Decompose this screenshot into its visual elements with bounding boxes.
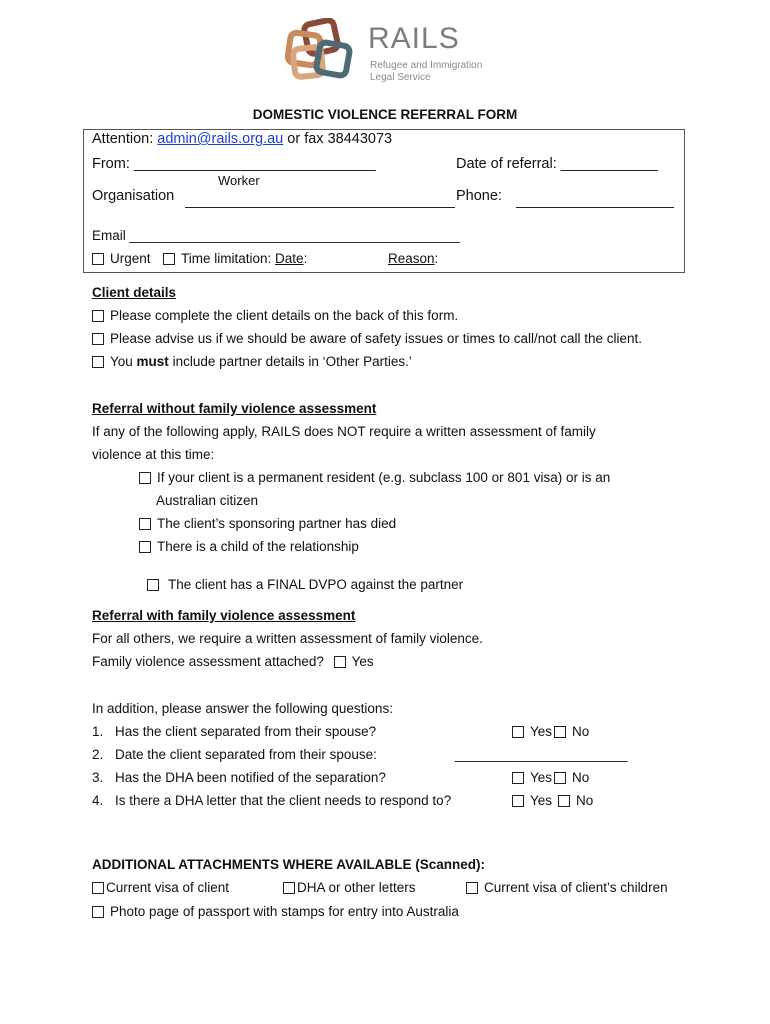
- organisation-label: Organisation: [92, 188, 175, 204]
- without-assessment-intro-2: violence at this time:: [92, 447, 215, 462]
- time-limitation-row: [163, 251, 307, 266]
- question-4-no-checkbox[interactable]: [558, 795, 570, 807]
- children-visa-text: Current visa of client’s children: [484, 880, 668, 895]
- attachments-heading: ADDITIONAL ATTACHMENTS WHERE AVAILABLE (Scanned):: [92, 857, 485, 872]
- question-3-number: 3.: [92, 770, 104, 785]
- permanent-resident-checkbox[interactable]: [139, 472, 151, 484]
- without-assessment-item-3: [139, 539, 359, 554]
- permanent-resident-text-cont: Australian citizen: [156, 493, 259, 508]
- question-4-no-label: No: [576, 793, 594, 808]
- logo-subtitle-1: Refugee and Immigration: [370, 60, 483, 71]
- must-post: include partner details in ‘Other Parties.’: [168, 354, 412, 369]
- email-field[interactable]: Email ____________________________________________: [92, 228, 460, 243]
- attention-line: [92, 131, 392, 147]
- question-2-number: 2.: [92, 747, 104, 762]
- dvpo-text: The client has a FINAL DVPO against the partner: [164, 577, 464, 592]
- client-details-checkbox-3[interactable]: [92, 356, 104, 368]
- assessment-attached-yes: Yes: [351, 654, 374, 669]
- reason-label: Reason: [388, 251, 435, 266]
- question-1-yes-checkbox[interactable]: [512, 726, 524, 738]
- dha-letters-checkbox[interactable]: [283, 882, 295, 894]
- urgent-label: Urgent: [110, 251, 151, 266]
- must-pre: You: [110, 354, 137, 369]
- without-assessment-item-1: [139, 470, 610, 485]
- question-1-text: Has the client separated from their spouse?: [115, 724, 377, 739]
- must-bold: must: [136, 354, 169, 369]
- children-visa-checkbox[interactable]: [466, 882, 478, 894]
- from-field[interactable]: From: ______________________________: [92, 156, 376, 172]
- logo-name: RAILS: [368, 22, 460, 55]
- phone-field[interactable]: [516, 207, 674, 208]
- urgent-checkbox[interactable]: [92, 253, 104, 265]
- current-visa-text: Current visa of client: [106, 880, 230, 895]
- with-assessment-line-1: For all others, we require a written assessment of family violence.: [92, 631, 483, 646]
- question-3-yes-checkbox[interactable]: [512, 772, 524, 784]
- time-limitation-checkbox[interactable]: [163, 253, 175, 265]
- question-2-text: Date the client separated from their spouse:: [115, 747, 377, 762]
- attachment-item-1: [92, 880, 229, 895]
- form-title: DOMESTIC VIOLENCE REFERRAL FORM: [252, 107, 518, 122]
- question-1-number: 1.: [92, 724, 104, 739]
- fax-text: or fax 38443073: [283, 131, 393, 147]
- child-checkbox[interactable]: [139, 541, 151, 553]
- question-1-no-label: No: [572, 724, 590, 739]
- dha-letters-text: DHA or other letters: [297, 880, 416, 895]
- question-4-yes-label: Yes: [530, 793, 553, 808]
- phone-label: Phone:: [456, 188, 502, 204]
- client-details-checkbox-1[interactable]: [92, 310, 104, 322]
- rails-logo-icon: [284, 18, 358, 84]
- attachment-item-4: [92, 904, 459, 919]
- current-visa-checkbox[interactable]: [92, 882, 104, 894]
- question-3-yes-label: Yes: [530, 770, 553, 785]
- organisation-field[interactable]: [185, 207, 455, 208]
- client-details-item-2: [92, 331, 642, 346]
- assessment-attached-label: Family violence assessment attached?: [92, 654, 324, 669]
- attachment-item-2: [283, 880, 416, 895]
- date-sub-label: Date: [275, 251, 304, 266]
- question-4-yes-checkbox[interactable]: [512, 795, 524, 807]
- client-details-item-3: [92, 354, 412, 369]
- question-3-answers: [512, 770, 589, 785]
- without-assessment-item-2: [139, 516, 396, 531]
- rails-logo: [284, 18, 484, 84]
- sponsor-died-checkbox[interactable]: [139, 518, 151, 530]
- client-details-text-2: Please advise us if we should be aware of safety issues or times to call/not call the client.: [110, 331, 643, 346]
- question-1-answers: [512, 724, 589, 739]
- reason-colon: :: [434, 251, 439, 266]
- without-assessment-intro-1: If any of the following apply, RAILS does NOT require a written assessment of family: [92, 424, 596, 439]
- question-2-date-field[interactable]: _______________________: [455, 747, 628, 762]
- without-assessment-heading: Referral without family violence assessment: [92, 401, 377, 416]
- attention-label: Attention:: [92, 131, 158, 147]
- client-details-item-1: [92, 308, 458, 323]
- attachment-item-3: [466, 880, 668, 895]
- client-details-text-1: Please complete the client details on the back of this form.: [110, 308, 459, 323]
- logo-subtitle-2: Legal Service: [370, 72, 431, 83]
- child-text: There is a child of the relationship: [157, 539, 359, 554]
- time-limitation-label: Time limitation:: [181, 251, 276, 266]
- questions-intro: In addition, please answer the following questions:: [92, 701, 393, 716]
- question-1-no-checkbox[interactable]: [554, 726, 566, 738]
- reason-row: [388, 251, 438, 266]
- question-3-no-label: No: [572, 770, 590, 785]
- question-3-no-checkbox[interactable]: [554, 772, 566, 784]
- question-4-answers: [512, 793, 593, 808]
- sponsor-died-text: The client’s sponsoring partner has died: [157, 516, 397, 531]
- urgent-row: [92, 251, 151, 266]
- date-colon: :: [303, 251, 308, 266]
- question-3-text: Has the DHA been notified of the separation?: [115, 770, 386, 785]
- permanent-resident-text: If your client is a permanent resident (e.g. subclass 100 or 801 visa) or is an: [157, 470, 611, 485]
- assessment-attached-row: [92, 654, 374, 669]
- email-link[interactable]: admin@rails.org.au: [157, 131, 284, 147]
- dvpo-checkbox[interactable]: [147, 579, 159, 591]
- without-assessment-item-4: [139, 562, 463, 592]
- with-assessment-heading: Referral with family violence assessment: [92, 608, 356, 623]
- client-details-checkbox-2[interactable]: [92, 333, 104, 345]
- client-details-heading: Client details: [92, 285, 177, 300]
- passport-checkbox[interactable]: [92, 906, 104, 918]
- question-1-yes-label: Yes: [530, 724, 553, 739]
- passport-text: Photo page of passport with stamps for entry into Australia: [110, 904, 459, 919]
- assessment-attached-checkbox[interactable]: [334, 656, 346, 668]
- date-of-referral-field[interactable]: Date of referral: ____________: [456, 156, 658, 172]
- question-4-text: Is there a DHA letter that the client needs to respond to?: [115, 793, 452, 808]
- worker-label: Worker: [218, 173, 260, 188]
- question-4-number: 4.: [92, 793, 104, 808]
